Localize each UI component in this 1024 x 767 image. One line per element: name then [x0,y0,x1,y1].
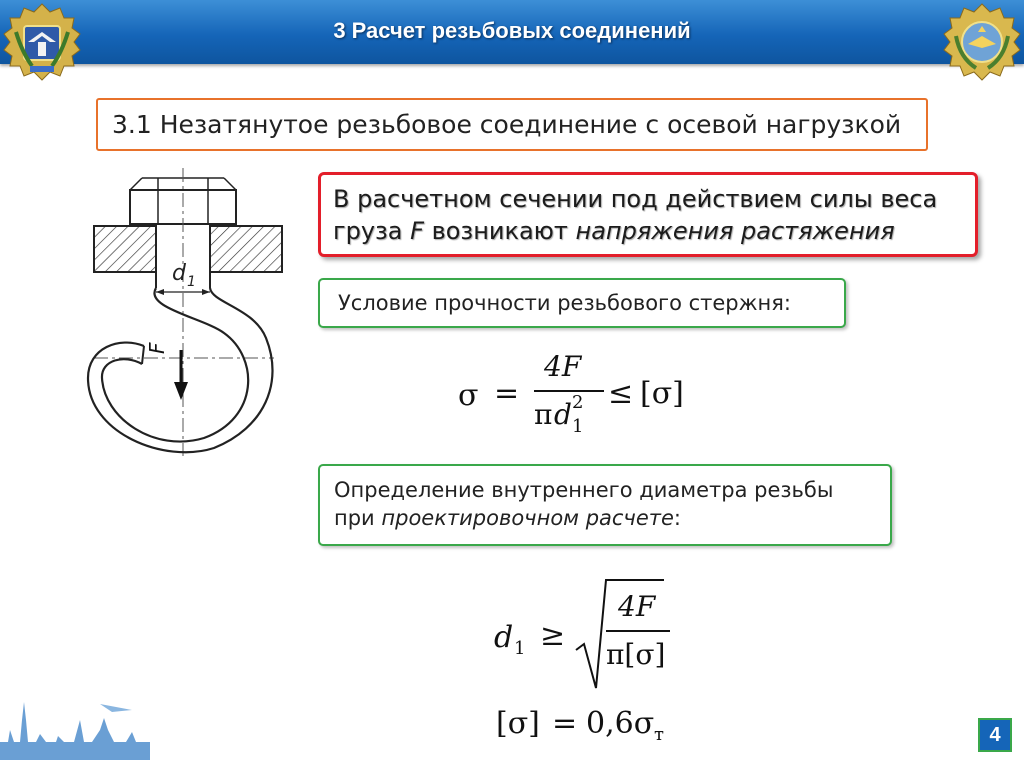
header-title: 3 Расчет резьбовых соединений [333,18,691,43]
page-number: 4 [978,718,1012,752]
note-line-1: В расчетном сечении под действием силы веса [333,185,938,213]
diameter-formula: d 1 ≥ 4F π[σ] [494,576,674,696]
note-line-2: груза F возникают напряжения растяжения [333,217,895,245]
diameter-line-1: Определение внутреннего диаметра резьбы [334,478,834,502]
force-label: F [145,342,169,354]
skyline-logo-icon [0,690,150,760]
header-bar [0,0,1024,64]
diameter-line-2: при проектировочном расчете: [334,506,681,530]
condition-box [318,278,846,328]
condition-text: Условие прочности резьбового стержня: [338,291,791,315]
emblem-left-icon [2,2,82,82]
stress-term: напряжения растяжения [575,217,895,245]
emblem-right-icon [942,2,1022,82]
strength-formula: σ = 4F π d 2 1 ≤ [σ] [458,350,684,437]
dimension-label: d [172,261,186,286]
section-title: 3.1 Незатянутое резьбовое соединение с осевой нагрузкой [112,110,902,139]
diameter-box [318,464,892,546]
allowable-stress-formula: [σ] = 0,6σ т [496,706,664,745]
hook-bolt-diagram [84,168,294,458]
note-box [318,172,978,257]
force-variable: F [410,217,424,245]
dimension-sub: 1 [187,274,196,290]
section-title-box [96,98,928,151]
